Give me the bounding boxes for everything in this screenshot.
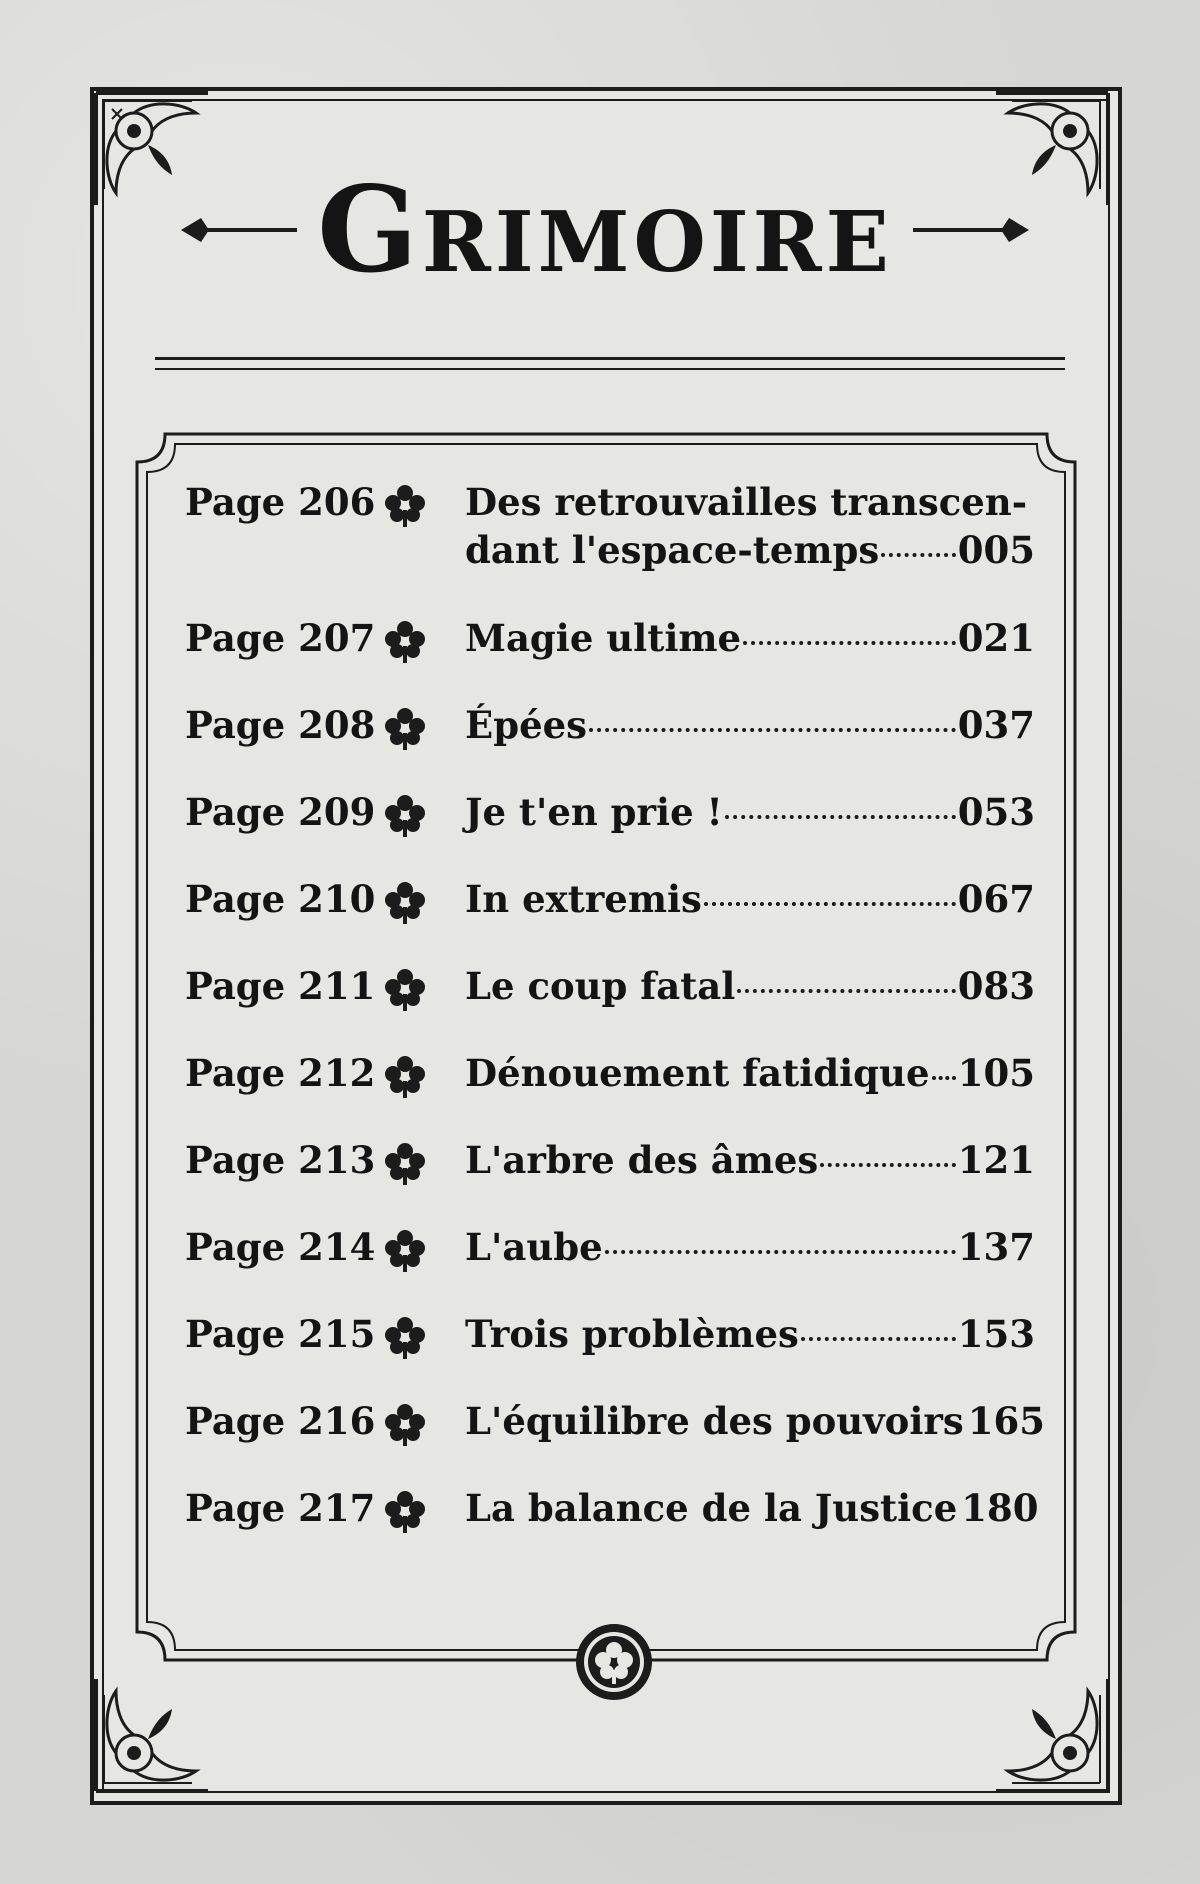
toc-entry-label: Page 207 (185, 616, 376, 660)
toc-entry-title (465, 614, 1035, 662)
clover-icon (382, 618, 428, 664)
toc-entry (185, 701, 1035, 761)
toc-entry-title (465, 962, 1035, 1010)
title-row (140, 150, 1070, 310)
toc-page-number: 137 (957, 1225, 1035, 1269)
toc-title-text: Magie ultime (465, 616, 742, 660)
clover-icon (382, 792, 428, 838)
clover-icon (382, 705, 428, 751)
toc-entry (185, 1049, 1035, 1109)
toc-entry-title (465, 1223, 1035, 1271)
toc-page-number: 121 (957, 1138, 1035, 1182)
leader-dots (881, 553, 956, 557)
clover-icon (382, 1314, 428, 1360)
toc-entry-label: Page 213 (185, 1138, 376, 1182)
toc-title-line (465, 1049, 1035, 1097)
clover-icon (382, 879, 428, 925)
toc-title-text: L'aube (465, 1225, 603, 1269)
clover-icon (382, 1140, 428, 1186)
title-divider (155, 357, 1065, 370)
leader-dots (737, 989, 955, 993)
toc-title-line (465, 1310, 1035, 1358)
toc-title-line (465, 1484, 1039, 1532)
toc-title-text: In extremis (465, 877, 702, 921)
toc-title-text: L'arbre des âmes (465, 1138, 819, 1182)
toc-title-line (465, 526, 1035, 574)
toc-title-line (465, 1397, 1045, 1445)
toc-page-number: 005 (957, 528, 1035, 572)
toc-entry-label: Page 215 (185, 1312, 376, 1356)
ornament-icon (92, 1675, 212, 1795)
toc-entry-label: Page 214 (185, 1225, 376, 1269)
clover-icon (382, 482, 428, 528)
toc-title-text: dant l'espace-temps (465, 528, 880, 572)
toc-title-line (465, 614, 1035, 662)
ornament-icon (992, 1675, 1112, 1795)
toc-entry-title (465, 788, 1035, 836)
toc-entry-label: Page 206 (185, 480, 376, 524)
toc-page-number: 053 (957, 790, 1035, 834)
toc-entry-title (465, 1136, 1035, 1184)
toc-entry (185, 788, 1035, 848)
leader-dots (605, 1250, 956, 1254)
toc-entry-title (465, 875, 1035, 923)
toc-title-text: Des retrouvailles transcen- (465, 480, 1028, 524)
toc-page-number: 153 (957, 1312, 1035, 1356)
toc-entry (185, 1484, 1039, 1544)
clover-icon (382, 1053, 428, 1099)
toc-entry-label: Page 209 (185, 790, 376, 834)
toc-entry (185, 962, 1035, 1022)
toc-entry-label: Page 208 (185, 703, 376, 747)
toc-entry-title (465, 1049, 1035, 1097)
toc-page-number: 180 (961, 1486, 1039, 1530)
toc-entry-title (465, 701, 1035, 749)
clover-icon (382, 966, 428, 1012)
toc-entry (185, 1136, 1035, 1196)
toc-entry (185, 875, 1035, 935)
leader-dots (725, 815, 956, 819)
toc-page-number: 021 (957, 616, 1035, 660)
clover-icon (382, 1401, 428, 1447)
toc-entry (185, 1397, 1045, 1457)
toc-entry-title (465, 478, 1035, 574)
leader-dots (743, 641, 956, 645)
flourish-left-icon (179, 215, 299, 245)
leader-dots (589, 728, 956, 732)
leader-dots (704, 902, 956, 906)
toc-title-text: Le coup fatal (465, 964, 736, 1008)
leader-dots (801, 1337, 956, 1341)
toc-title-line (465, 1223, 1035, 1271)
leader-dots (932, 1076, 956, 1080)
toc-title-line (465, 701, 1035, 749)
flourish-right-icon (911, 215, 1031, 245)
toc-entry-title (465, 1484, 1039, 1532)
toc-entry-title (465, 1397, 1045, 1445)
toc-title-line (465, 875, 1035, 923)
page-title: Grimoire (317, 160, 893, 299)
clover-emblem-icon (574, 1622, 654, 1702)
toc-page-number: 083 (957, 964, 1035, 1008)
toc-page-number: 165 (967, 1399, 1045, 1443)
toc-title-line (465, 788, 1035, 836)
toc-page-number: 037 (957, 703, 1035, 747)
toc-title-text: Dénouement fatidique (465, 1051, 930, 1095)
toc-entry (185, 614, 1035, 674)
toc-entry-title (465, 1310, 1035, 1358)
toc-title-text: Je t'en prie ! (465, 790, 723, 834)
toc-title-text: La balance de la Justice (465, 1486, 958, 1530)
leader-dots (820, 1163, 956, 1167)
toc-entry-label: Page 212 (185, 1051, 376, 1095)
toc-entry (185, 478, 1035, 572)
toc-page-number: 105 (957, 1051, 1035, 1095)
toc-title-text: Trois problèmes (465, 1312, 799, 1356)
toc-title-line (465, 478, 1035, 526)
toc-entry (185, 1310, 1035, 1370)
toc-title-line (465, 962, 1035, 1010)
clover-icon (382, 1488, 428, 1534)
toc-entry-label: Page 216 (185, 1399, 376, 1443)
toc-entry-label: Page 211 (185, 964, 376, 1008)
toc-entry (185, 1223, 1035, 1283)
clover-icon (382, 1227, 428, 1273)
toc-page-number: 067 (957, 877, 1035, 921)
toc-title-text: L'équilibre des pouvoirs (465, 1399, 964, 1443)
toc-entry-label: Page 217 (185, 1486, 376, 1530)
toc-entry-label: Page 210 (185, 877, 376, 921)
toc-title-line (465, 1136, 1035, 1184)
toc-title-text: Épées (465, 703, 587, 747)
